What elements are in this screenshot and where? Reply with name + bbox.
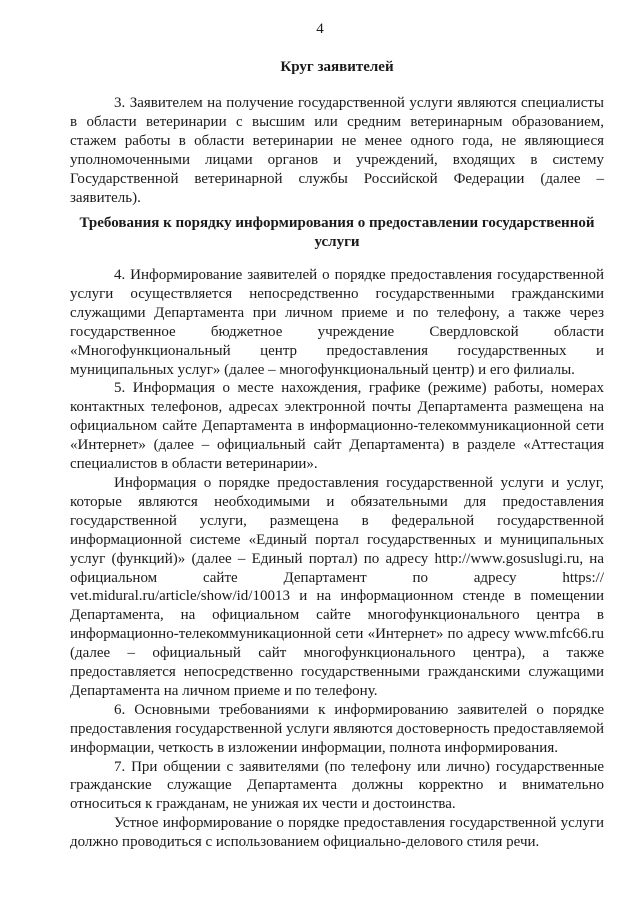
section-title-applicants: Круг заявителей bbox=[280, 59, 394, 75]
page-number: 4 bbox=[316, 21, 324, 37]
paragraph-5-info: Информация о порядке предоставления государственной услуги и услуг, которые являются необходимыми и обязательными для предоставления государственной услуги, размещена в федеральной государственной информационной системе «Единый портал государственных и муниципальных услуг (функций)» (далее – Единый портал) по адресу http://www.gosuslugi.ru, на официальном сайте Департамент по адресу https:// vet.midural.ru/article/show/id/10013 и на информационном стенде в помещении Департамента, на официальном сайте многофункционального центра в информационно-телекоммуникационной сети «Интернет» по адресу www.mfc66.ru (далее – официальный сайт многофункционального центра), а также предоставляется непосредственно государственными гражданскими служащими Департамента на личном приеме и по телефону. bbox=[70, 474, 604, 699]
information-section-body bbox=[70, 266, 604, 852]
paragraph-7: 7. При общении с заявителями (по телефону или лично) государственные гражданские служащие Департамента должны корректно и внимательно относиться к гражданам, не унижая их чести и достоинства. bbox=[70, 758, 604, 813]
applicants-section-body bbox=[70, 94, 604, 207]
section-title-information-requirements: Требования к порядку информирования о предоставлении государственной услуги bbox=[79, 215, 595, 250]
paragraph-6: 6. Основными требованиями к информированию заявителей о порядке предоставления государственной услуги являются достоверность предоставляемой информации, четкость в изложении информации, полнота информирования. bbox=[70, 701, 604, 756]
paragraph-4: 4. Информирование заявителей о порядке предоставления государственной услуги осуществляется непосредственно государственными гражданскими служащими Департамента при личном приеме и по телефону, а также через государственное бюджетное учреждение Свердловской области «Многофункциональный центр предоставления государственных и муниципальных услуг» (далее – многофункциональный центр) и его филиалы. bbox=[70, 267, 604, 378]
paragraph-3: 3. Заявителем на получение государственной услуги являются специалисты в области ветеринарии с высшим или средним ветеринарным образованием, стажем работы в области ветеринарии не менее одного года, не являющиеся уполномоченными лицами органов и учреждений, входящих в систему Государственной ветеринарной службы Российской Федерации (далее – заявитель). bbox=[70, 95, 604, 206]
paragraph-5: 5. Информация о месте нахождения, графике (режиме) работы, номерах контактных телефонов, адресах электронной почты Департамента размещена на официальном сайте Департамента в информационно-телекоммуникационной сети «Интернет» (далее – официальный сайт Департамента) в разделе «Аттестация специалистов в области ветеринарии». bbox=[70, 380, 604, 473]
paragraph-oral-info: Устное информирование о порядке предоставления государственной услуги должно проводиться с использованием официально-делового стиля речи. bbox=[70, 815, 604, 851]
